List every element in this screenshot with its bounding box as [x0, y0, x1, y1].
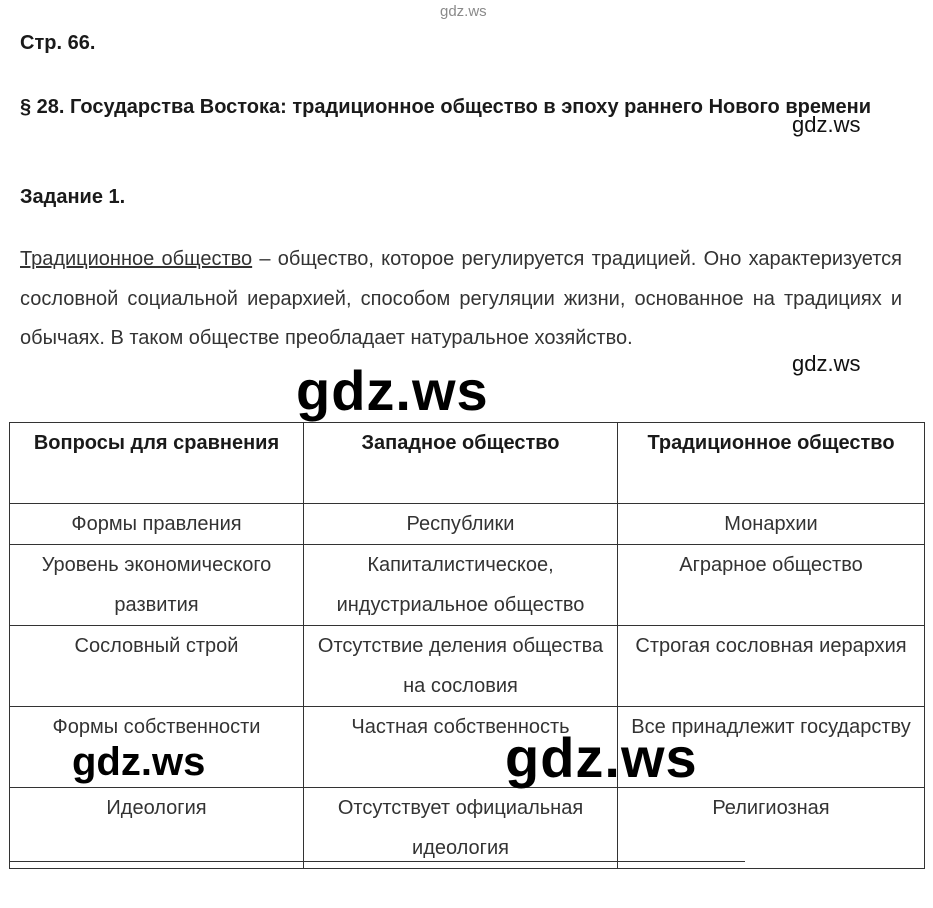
header-traditional-society: Традиционное общество — [618, 423, 925, 504]
table-cell: Формы правления — [10, 504, 304, 545]
task-title: Задание 1. — [20, 186, 126, 208]
table-cell: Частная собственность — [304, 707, 618, 788]
watermark-definition-right: gdz.ws — [792, 351, 861, 376]
bottom-divider — [9, 861, 745, 862]
table-cell: Республики — [304, 504, 618, 545]
watermark-big-center: gdz.ws — [296, 359, 489, 422]
definition-term: Традиционное общество — [20, 248, 253, 270]
table-cell: Сословный строй — [10, 626, 304, 707]
header-western-society: Западное общество — [304, 423, 618, 504]
table-cell: Отсутствие деления общества на сословия — [304, 626, 618, 707]
table-cell: Строгая сословная иерархия — [618, 626, 925, 707]
table-row — [10, 626, 925, 707]
table-cell: Капиталистическое, индустриальное общество — [304, 545, 618, 626]
page-reference: Стр. 66. — [20, 32, 96, 54]
watermark-table-left: gdz.ws — [72, 740, 206, 784]
table-cell: Монархии — [618, 504, 925, 545]
table-cell: Религиозная — [618, 788, 925, 869]
comparison-table — [9, 422, 925, 869]
definition-text: – общество, которое регулируется традицией. Оно характеризуется сословной социальной иерархией, способом регуляции жизни, основанное на традициях и обычаях. В таком обществе преобладает натуральное хозяйство. — [20, 248, 902, 349]
definition-paragraph — [20, 240, 902, 359]
table-row — [10, 504, 925, 545]
table-cell: Формы собственности — [10, 707, 304, 788]
table-row — [10, 545, 925, 626]
watermark-title-right: gdz.ws — [792, 112, 861, 137]
watermark-table-center: gdz.ws — [505, 726, 698, 789]
watermark-top: gdz.ws — [440, 3, 487, 20]
table-cell: Отсутствует официальная идеология — [304, 788, 618, 869]
table-cell: Уровень экономического развития — [10, 545, 304, 626]
table-row — [10, 788, 925, 869]
header-questions: Вопросы для сравнения — [10, 423, 304, 504]
table-header-row — [10, 423, 925, 504]
table-cell: Аграрное общество — [618, 545, 925, 626]
section-title: § 28. Государства Востока: традиционное общество в эпоху раннего Нового времени — [20, 96, 871, 118]
table-cell: Все принадлежит государству — [618, 707, 925, 788]
table-cell: Идеология — [10, 788, 304, 869]
